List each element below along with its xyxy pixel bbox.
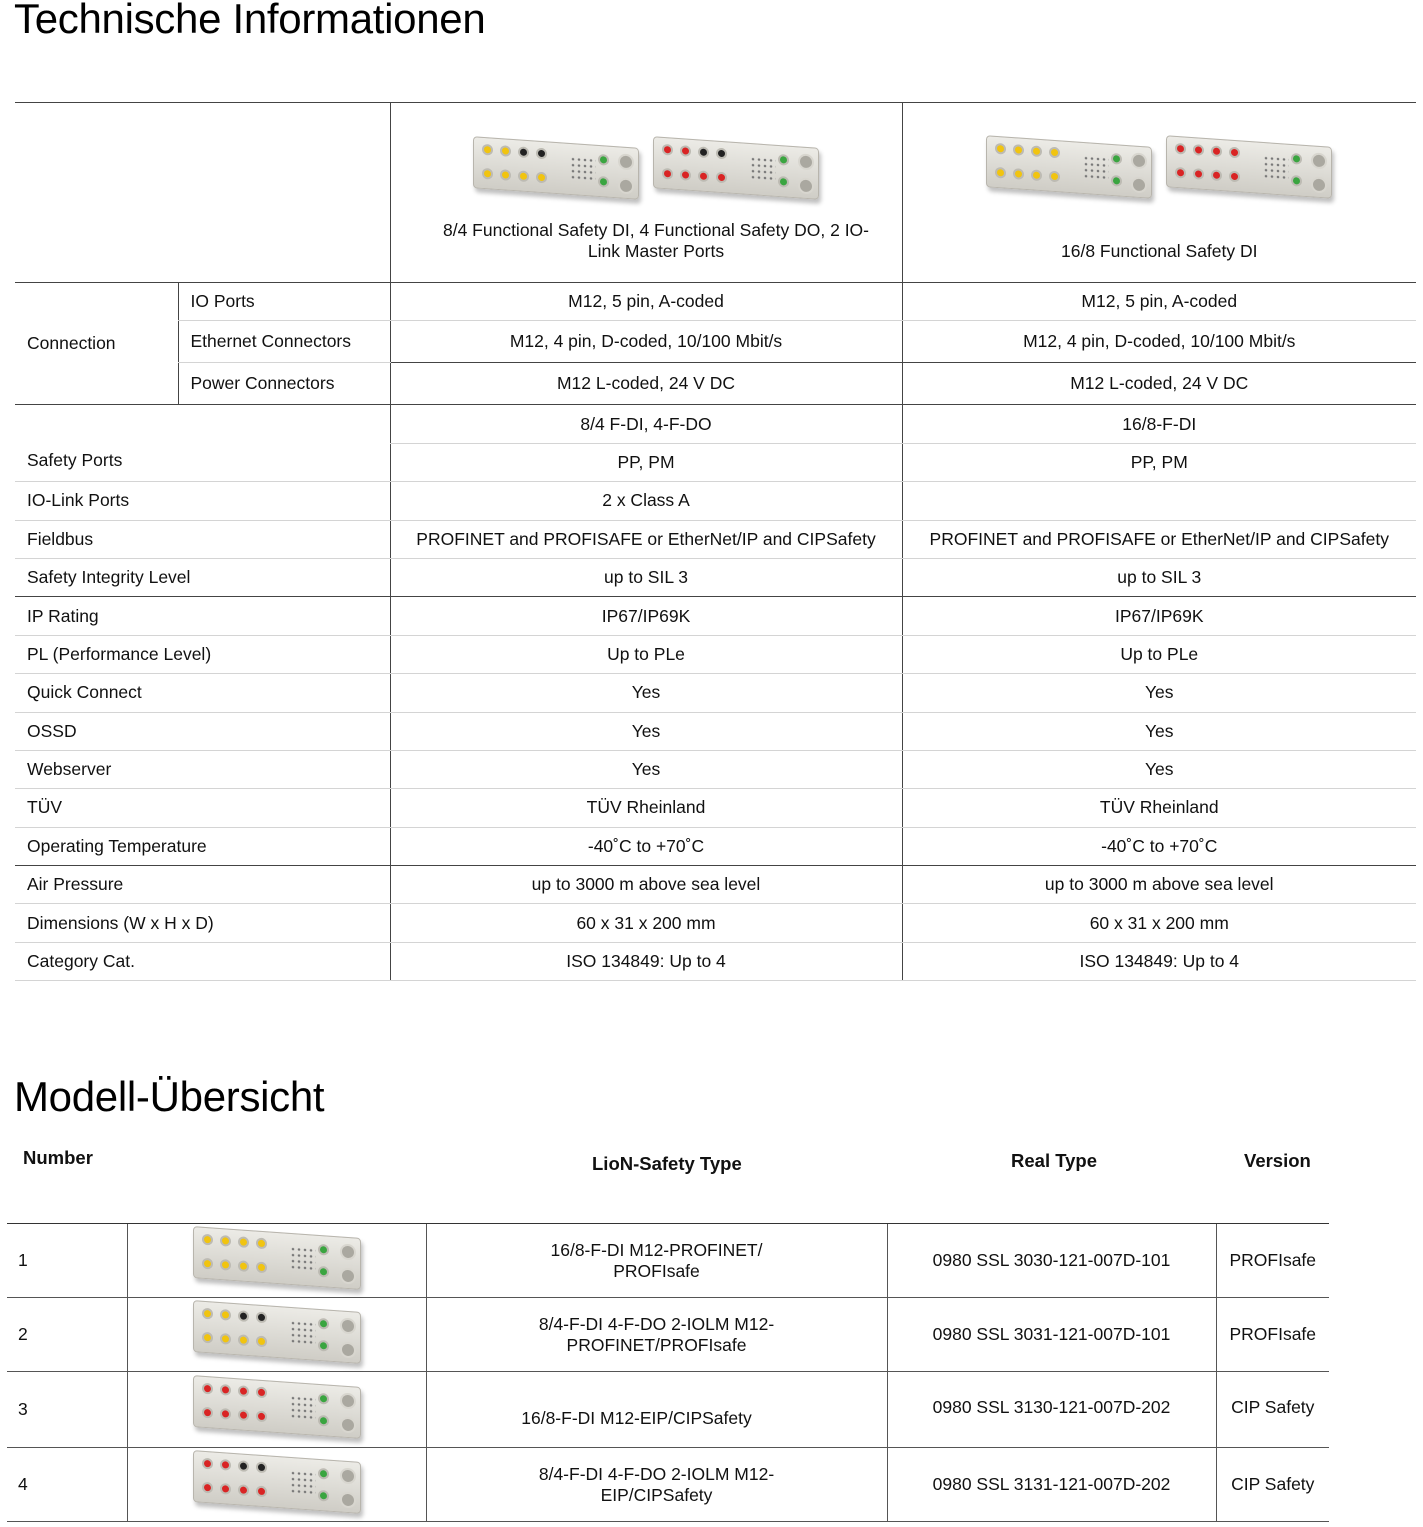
model-version: CIP Safety [1216,1448,1329,1522]
table-row [7,1448,1329,1522]
model-type: 8/4-F-DI 4-F-DO 2-IOLM M12- EIP/CIPSafety [426,1448,887,1522]
dimensions-value-a: 60 x 31 x 200 mm [390,904,902,942]
dimensions-label: Dimensions (W x H x D) [15,904,390,942]
sil-value-a: up to SIL 3 [390,558,902,596]
webserver-value-a: Yes [390,750,902,788]
performance-level-value-a: Up to PLe [390,635,902,673]
ossd-label: OSSD [15,712,390,750]
io-ports-value-a: M12, 5 pin, A-coded [390,283,902,321]
power-connectors-value-a: M12 L-coded, 24 V DC [390,363,902,405]
technical-spec-table [15,102,1416,981]
quick-connect-value-b: Yes [902,674,1416,712]
table-row [7,1372,1329,1448]
fieldbus-value-a: PROFINET and PROFISAFE or EtherNet/IP and CIPSafety [390,520,902,558]
model-number: 3 [7,1372,127,1448]
model-image-cell [127,1224,426,1298]
ossd-value-b: Yes [902,712,1416,750]
model-real-type: 0980 SSL 3030-121-007D-101 [887,1224,1216,1298]
ethernet-connectors-label: Ethernet Connectors [178,321,390,363]
product-name-16-8: 16/8 Functional Safety DI [1061,241,1258,261]
device-image-red-16-8 [1166,135,1332,199]
safety-ports-label: Safety Ports [15,405,390,482]
power-connectors-value-b: M12 L-coded, 24 V DC [902,363,1416,405]
model-real-type: 0980 SSL 3031-121-007D-101 [887,1298,1216,1372]
model-number: 1 [7,1224,127,1298]
ip-rating-value-a: IP67/IP69K [390,597,902,635]
fieldbus-value-b: PROFINET and PROFISAFE or EtherNet/IP and CIPSafety [902,520,1416,558]
category-label: Category Cat. [15,942,390,980]
ossd-value-a: Yes [390,712,902,750]
ip-rating-value-b: IP67/IP69K [902,597,1416,635]
quick-connect-label: Quick Connect [15,674,390,712]
dimensions-value-b: 60 x 31 x 200 mm [902,904,1416,942]
io-ports-label: IO Ports [178,283,390,321]
model-number: 2 [7,1298,127,1372]
model-image-cell [127,1372,426,1448]
model-version: CIP Safety [1216,1372,1329,1448]
model-image-cell [127,1448,426,1522]
air-pressure-label: Air Pressure [15,866,390,904]
operating-temperature-value-b: -40˚C to +70˚C [902,827,1416,865]
ip-rating-label: IP Rating [15,597,390,635]
power-connectors-label: Power Connectors [178,363,390,405]
operating-temperature-value-a: -40˚C to +70˚C [390,827,902,865]
device-image-red-8-4 [653,136,819,200]
io-link-ports-value-b [902,482,1416,520]
page-title-technical-info: Technische Informationen [14,0,486,42]
model-type: 16/8-F-DI M12-EIP/CIPSafety [426,1372,887,1448]
product-header-8-4 [390,103,902,283]
io-link-ports-value-a: 2 x Class A [390,482,902,520]
model-number: 4 [7,1448,127,1522]
product-name-8-4: 8/4 Functional Safety DI, 4 Functional Safety DO, 2 IO-Link Master Ports [442,220,870,261]
webserver-value-b: Yes [902,750,1416,788]
column-header-version: Version [1244,1150,1311,1171]
io-ports-value-b: M12, 5 pin, A-coded [902,283,1416,321]
connection-label: Connection [15,283,178,405]
sil-label: Safety Integrity Level [15,558,390,596]
device-image-red-8-4 [193,1450,361,1514]
io-link-ports-label: IO-Link Ports [15,482,390,520]
fieldbus-label: Fieldbus [15,520,390,558]
column-header-real-type: Real Type [1011,1150,1098,1171]
table-row [7,1298,1329,1372]
air-pressure-value-b: up to 3000 m above sea level [902,866,1416,904]
air-pressure-value-a: up to 3000 m above sea level [390,866,902,904]
safety-ports-value-a1: 8/4 F-DI, 4-F-DO [390,405,902,443]
sil-value-b: up to SIL 3 [902,558,1416,596]
performance-level-value-b: Up to PLe [902,635,1416,673]
category-value-b: ISO 134849: Up to 4 [902,942,1416,980]
device-image-yellow-16-8 [986,135,1152,199]
performance-level-label: PL (Performance Level) [15,635,390,673]
quick-connect-value-a: Yes [390,674,902,712]
product-header-16-8 [902,103,1416,283]
table-row [7,1224,1329,1298]
operating-temperature-label: Operating Temperature [15,827,390,865]
column-header-number: Number [23,1147,93,1168]
model-real-type: 0980 SSL 3130-121-007D-202 [887,1372,1216,1448]
model-version: PROFIsafe [1216,1298,1329,1372]
ethernet-connectors-value-b: M12, 4 pin, D-coded, 10/100 Mbit/s [902,321,1416,363]
column-header-type: LioN-Safety Type [592,1153,742,1174]
device-image-yellow-8-4 [193,1300,361,1364]
category-value-a: ISO 134849: Up to 4 [390,942,902,980]
model-overview-table [7,1223,1329,1522]
model-version: PROFIsafe [1216,1224,1329,1298]
model-image-cell [127,1298,426,1372]
model-type: 8/4-F-DI 4-F-DO 2-IOLM M12- PROFINET/PROFIsafe [426,1298,887,1372]
tuv-value-a: TÜV Rheinland [390,789,902,827]
safety-ports-value-b2: PP, PM [902,443,1416,481]
model-type: 16/8-F-DI M12-PROFINET/ PROFIsafe [426,1224,887,1298]
page-title-model-overview: Modell-Übersicht [14,1073,325,1120]
tuv-label: TÜV [15,789,390,827]
device-image-red-16-8 [193,1375,361,1439]
ethernet-connectors-value-a: M12, 4 pin, D-coded, 10/100 Mbit/s [390,321,902,363]
device-image-yellow-8-4 [473,136,639,200]
model-real-type: 0980 SSL 3131-121-007D-202 [887,1448,1216,1522]
device-image-yellow-16-8 [193,1226,361,1290]
tuv-value-b: TÜV Rheinland [902,789,1416,827]
webserver-label: Webserver [15,750,390,788]
safety-ports-value-b1: 16/8-F-DI [902,405,1416,443]
header-empty-cell [15,103,390,283]
safety-ports-value-a2: PP, PM [390,443,902,481]
